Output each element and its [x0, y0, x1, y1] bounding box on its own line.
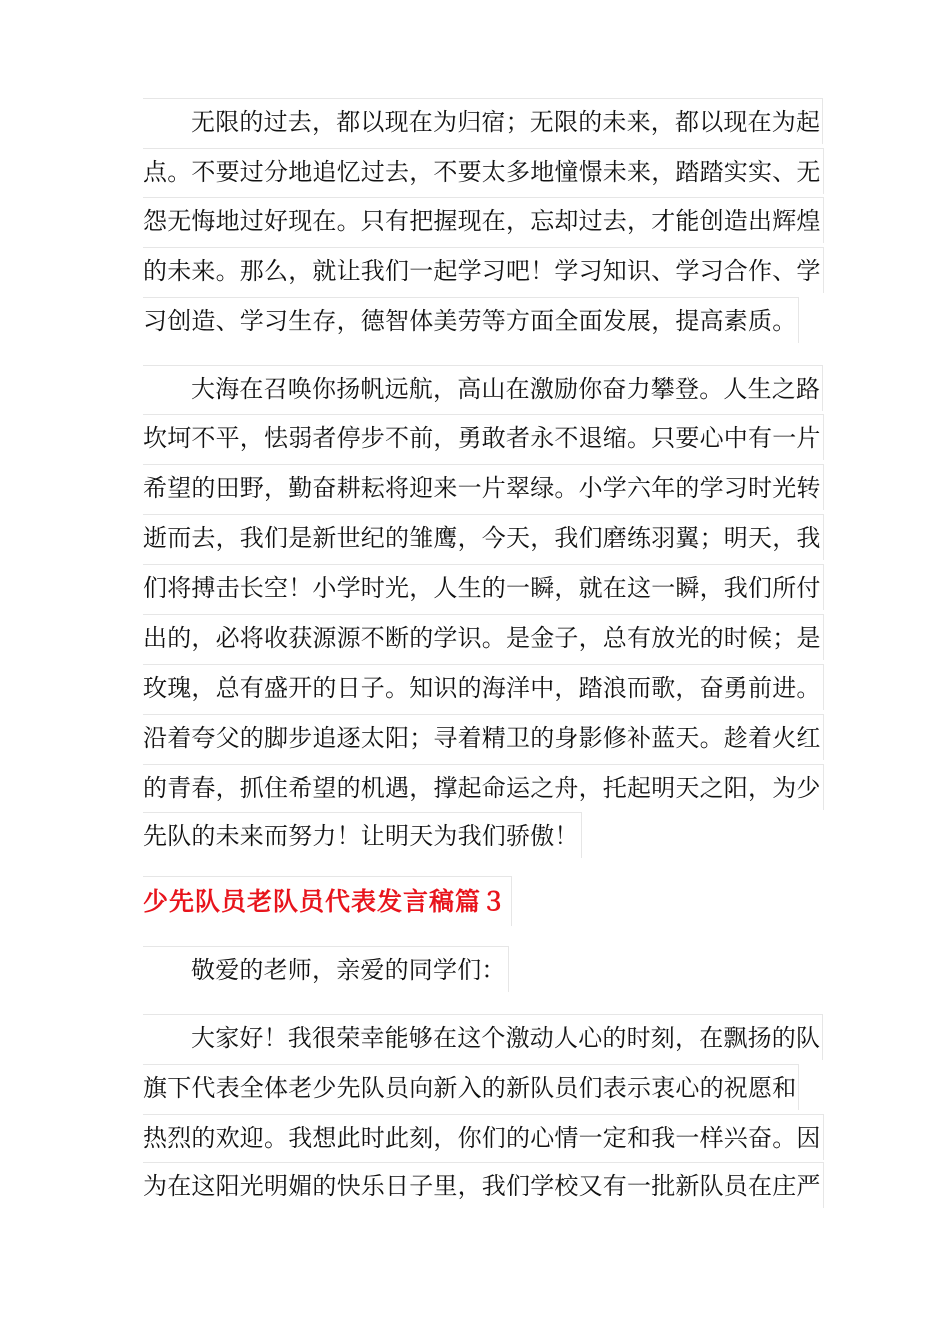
paragraph-2-line-10: 先队的未来而努力！让明天为我们骄傲！	[143, 812, 582, 858]
greeting-line: 敬爱的老师，亲爱的同学们：	[143, 946, 509, 992]
paragraph-3-line-1: 大家好！我很荣幸能够在这个激动人心的时刻，在飘扬的队	[143, 1014, 823, 1060]
paragraph-2-line-8: 沿着夸父的脚步追逐太阳；寻着精卫的身影修补蓝天。趁着火红	[143, 714, 824, 760]
paragraph-2-line-2: 坎坷不平，怯弱者停步不前，勇敢者永不退缩。只要心中有一片	[143, 414, 824, 460]
paragraph-1-line-3: 怨无悔地过好现在。只有把握现在，忘却过去，才能创造出辉煌	[143, 197, 824, 243]
paragraph-3-line-3: 热烈的欢迎。我想此时此刻，你们的心情一定和我一样兴奋。因	[143, 1114, 824, 1160]
section-heading: 少先队员老队员代表发言稿篇３	[143, 876, 512, 926]
paragraph-2-line-5: 们将搏击长空！小学时光，人生的一瞬，就在这一瞬，我们所付	[143, 564, 824, 610]
paragraph-1-line-2: 点。不要过分地追忆过去，不要太多地憧憬未来，踏踏实实、无	[143, 148, 824, 194]
paragraph-1-line-4: 的未来。那么，就让我们一起学习吧！学习知识、学习合作、学	[143, 247, 824, 293]
paragraph-3-line-4: 为在这阳光明媚的快乐日子里，我们学校又有一批新队员在庄严	[143, 1162, 824, 1208]
paragraph-1-line-5: 习创造、学习生存，德智体美劳等方面全面发展，提高素质。	[143, 297, 799, 343]
paragraph-2-line-3: 希望的田野，勤奋耕耘将迎来一片翠绿。小学六年的学习时光转	[143, 464, 824, 510]
paragraph-2-line-7: 玫瑰，总有盛开的日子。知识的海洋中，踏浪而歌，奋勇前进。	[143, 664, 824, 710]
paragraph-3-line-2: 旗下代表全体老少先队员向新入的新队员们表示衷心的祝愿和	[143, 1064, 799, 1110]
paragraph-2-line-1: 大海在召唤你扬帆远航，高山在激励你奋力攀登。人生之路	[143, 365, 823, 411]
paragraph-1-line-1: 无限的过去，都以现在为归宿；无限的未来，都以现在为起	[143, 98, 823, 144]
paragraph-2-line-6: 出的，必将收获源源不断的学识。是金子，总有放光的时候；是	[143, 614, 824, 660]
paragraph-2-line-4: 逝而去，我们是新世纪的雏鹰，今天，我们磨练羽翼；明天，我	[143, 514, 824, 560]
paragraph-2-line-9: 的青春，抓住希望的机遇，撑起命运之舟，托起明天之阳，为少	[143, 764, 824, 810]
